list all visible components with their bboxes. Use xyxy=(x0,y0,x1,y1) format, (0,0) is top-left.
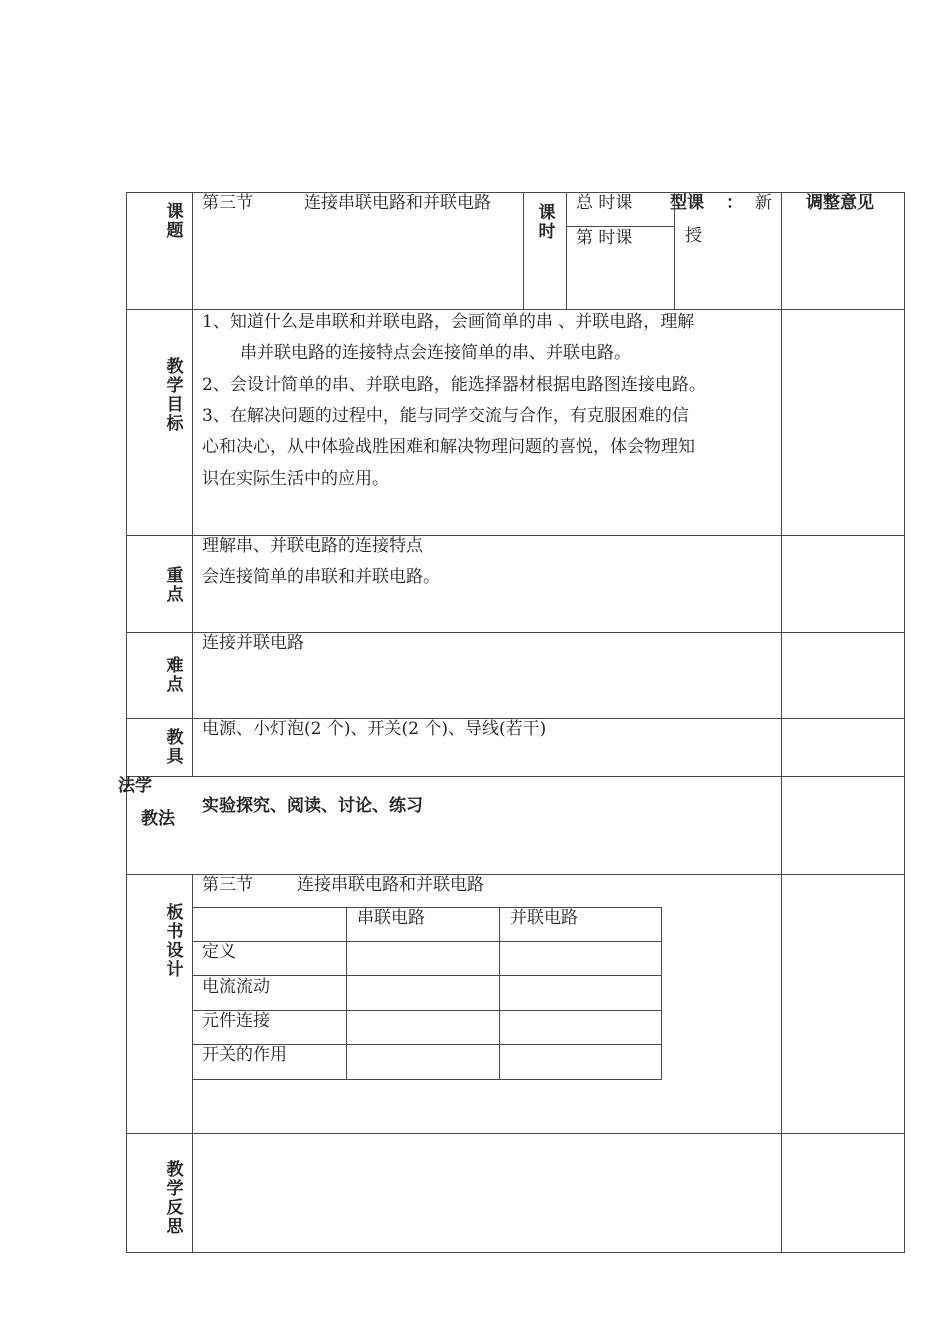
board-title-section: 第三节 xyxy=(202,875,253,895)
lesson-type-label: 型课 xyxy=(670,193,704,213)
objective-line-4: 3、在解决问题的过程中，能与同学交流与合作，有克服困难的信 xyxy=(202,406,689,426)
lesson-type-new: 新 xyxy=(755,193,772,213)
lesson-type-teach: 授 xyxy=(685,226,702,246)
objective-line-5: 心和决心，从中体验战胜困难和解决物理问题的喜悦，体会物理知 xyxy=(202,437,695,457)
board-row-label: 开关的作用 xyxy=(202,1045,287,1065)
objective-line-6: 识在实际生活中的应用。 xyxy=(202,469,389,489)
board-row-label: 定义 xyxy=(202,942,236,962)
board-row-label: 元件连接 xyxy=(202,1011,270,1031)
methods-text: 实验探究、阅读、讨论、练习 xyxy=(202,796,423,816)
topic-section: 第三节 xyxy=(202,193,253,213)
tools-text: 电源、小灯泡(2 个)、开关(2 个)、导线(若干) xyxy=(202,719,547,739)
topic-title: 连接串联电路和并联电路 xyxy=(304,193,491,213)
board-col-header-series: 串联电路 xyxy=(357,908,425,928)
methods-label-bottom: 教法 xyxy=(141,809,175,829)
key-point-line-1: 理解串、并联电路的连接特点 xyxy=(202,536,423,556)
board-title-text: 连接串联电路和并联电路 xyxy=(297,875,484,895)
methods-label-top: 法学 xyxy=(118,776,152,796)
board-col-header-parallel: 并联电路 xyxy=(510,908,578,928)
objective-line-2: 串并联电路的连接特点会连接简单的串、并联电路。 xyxy=(240,343,631,363)
period-label: 课时 xyxy=(538,203,556,242)
board-row-label: 电流流动 xyxy=(202,977,270,997)
difficulty-label: 难点 xyxy=(166,656,184,695)
total-periods: 总 时课 xyxy=(576,193,633,213)
board-label: 板书设计 xyxy=(166,903,184,980)
difficulty-text: 连接并联电路 xyxy=(202,633,304,653)
reflection-label: 教学反思 xyxy=(166,1160,184,1237)
topic-label: 课题 xyxy=(166,202,184,241)
current-period: 第 时课 xyxy=(576,228,633,248)
adjust-label: 调整意见 xyxy=(806,193,874,213)
objective-line-3: 2、会设计简单的串、并联电路，能选择器材根据电路图连接电路。 xyxy=(202,375,706,395)
lesson-type-colon: ： xyxy=(726,193,743,213)
objective-line-1: 1、知道什么是串联和并联电路，会画简单的串 、并联电路，理解 xyxy=(202,312,695,332)
tools-label: 教具 xyxy=(166,728,184,767)
objectives-label: 教学目标 xyxy=(166,357,184,434)
key-point-line-2: 会连接简单的串联和并联电路。 xyxy=(202,567,440,587)
key-points-label: 重点 xyxy=(166,566,184,605)
